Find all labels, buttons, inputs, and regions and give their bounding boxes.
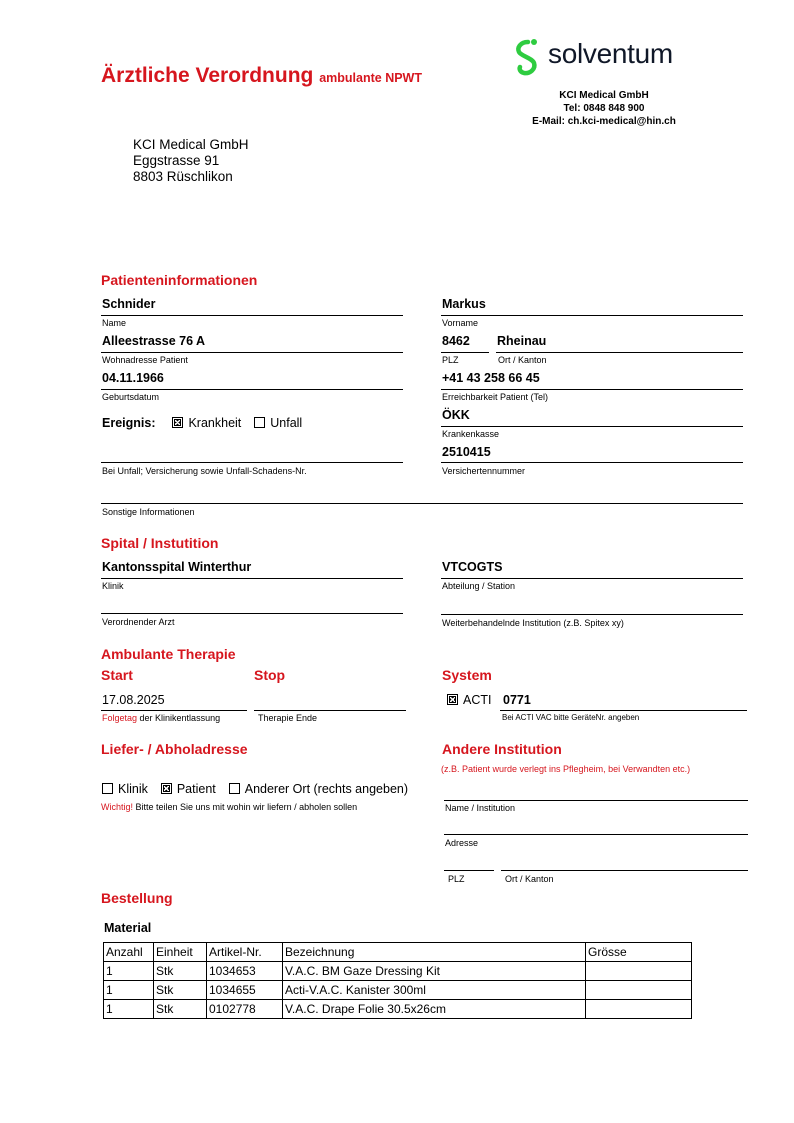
liefer-klinik: Klinik [118, 782, 148, 796]
spital-abteilung-label: Abteilung / Station [442, 581, 516, 591]
cell-einheit: Stk [154, 962, 207, 981]
empty-box-icon[interactable] [229, 783, 240, 794]
patient-plz-value[interactable]: 8462 [442, 334, 470, 348]
liefer-wichtig [101, 802, 357, 812]
patient-vorname-label: Vorname [442, 318, 479, 328]
checked-box-icon[interactable] [447, 694, 458, 705]
divider [500, 710, 747, 711]
divider [441, 352, 489, 353]
company-email: E-Mail: ch.kci-medical@hin.ch [532, 116, 676, 127]
cell-anzahl: 1 [104, 962, 154, 981]
andere-hint: (z.B. Patient wurde verlegt ins Pflegheim, bei Verwandten etc.) [441, 764, 691, 774]
form-title: Ärztliche Verordnung ambulante NPWT [101, 64, 422, 87]
cell-bezeichnung: V.A.C. BM Gaze Dressing Kit [283, 962, 586, 981]
table-row[interactable] [104, 962, 692, 981]
empty-box-icon[interactable] [254, 417, 265, 428]
ereignis-krankheit: Krankheit [188, 416, 242, 430]
therapie-folgetag [102, 713, 220, 723]
ereignis-unfall: Unfall [270, 416, 303, 430]
patient-tel-value[interactable]: +41 43 258 66 45 [442, 371, 540, 385]
divider [444, 834, 748, 835]
col-bezeichnung: Bezeichnung [283, 943, 586, 962]
therapie-start-value[interactable]: 17.08.2025 [102, 693, 165, 707]
patient-name-value[interactable]: Schnider [102, 297, 156, 311]
checked-box-icon[interactable] [172, 417, 183, 428]
col-einheit: Einheit [154, 943, 207, 962]
cell-groesse [586, 962, 692, 981]
ereignis-label: Ereignis: [102, 416, 156, 430]
cell-anzahl: 1 [104, 1000, 154, 1019]
divider [444, 800, 748, 801]
section-patient: Patienteninformationen [101, 272, 258, 288]
divider [441, 462, 743, 463]
patient-ort-label: Ort / Kanton [498, 355, 547, 365]
patient-address-label: Wohnadresse Patient [102, 355, 188, 365]
checked-box-icon[interactable] [161, 783, 172, 794]
table-header-row [104, 943, 692, 962]
divider [501, 870, 748, 871]
recipient-name: KCI Medical GmbH [133, 137, 249, 152]
patient-address-value[interactable]: Alleestrasse 76 A [102, 334, 206, 348]
divider [441, 426, 743, 427]
system-acti-opt: ACTI [463, 693, 492, 707]
cell-einheit: Stk [154, 1000, 207, 1019]
wichtig-red: Wichtig! [101, 802, 134, 812]
section-liefer: Liefer- / Abholadresse [101, 741, 248, 757]
recipient-city: 8803 Rüschlikon [133, 169, 233, 184]
material-label: Material [104, 921, 152, 935]
system-hint: Bei ACTI VAC bitte GeräteNr. angeben [502, 713, 640, 722]
divider [101, 389, 403, 390]
cell-bezeichnung: Acti-V.A.C. Kanister 300ml [283, 981, 586, 1000]
wichtig-text: Bitte teilen Sie uns mit wohin wir liefern / abholen sollen [133, 802, 358, 812]
divider [101, 578, 403, 579]
section-spital: Spital / Instutition [101, 535, 219, 551]
cell-artikel: 0102778 [207, 1000, 283, 1019]
divider [101, 352, 403, 353]
cell-anzahl: 1 [104, 981, 154, 1000]
divider [101, 462, 403, 463]
divider [444, 870, 494, 871]
divider [441, 389, 743, 390]
section-andere: Andere Institution [442, 741, 562, 757]
system-acti-row [447, 693, 491, 707]
patient-vorname-value[interactable]: Markus [442, 297, 486, 311]
company-name: KCI Medical GmbH [559, 90, 649, 101]
col-anzahl: Anzahl [104, 943, 154, 962]
cell-groesse [586, 1000, 692, 1019]
logo-mark-icon [512, 36, 546, 80]
andere-plz-label: PLZ [448, 874, 465, 884]
divider [441, 315, 743, 316]
divider [441, 614, 743, 615]
liefer-anderer: Anderer Ort (rechts angeben) [244, 782, 409, 796]
logo-text: solventum [548, 38, 673, 69]
recipient-address [133, 137, 249, 185]
empty-box-icon[interactable] [102, 783, 113, 794]
divider [101, 613, 403, 614]
spital-arzt-label: Verordnender Arzt [102, 617, 175, 627]
company-contact [512, 89, 696, 128]
divider [101, 710, 247, 711]
patient-vers-label: Versichertennummer [442, 466, 526, 476]
therapie-system-label: System [442, 667, 492, 683]
system-geraete-value[interactable]: 0771 [503, 693, 531, 707]
spital-klinik-label: Klinik [102, 581, 124, 591]
cell-groesse [586, 981, 692, 1000]
spital-klinik-value[interactable]: Kantonsspital Winterthur [102, 560, 252, 574]
patient-kasse-value[interactable]: ÖKK [442, 408, 470, 422]
patient-unfall-label: Bei Unfall; Versicherung sowie Unfall-Schadens-Nr. [102, 466, 307, 476]
folgetag-red: Folgetag [102, 713, 138, 723]
spital-weiter-label: Weiterbehandelnde Institution (z.B. Spitex xy) [442, 618, 624, 628]
section-therapie: Ambulante Therapie [101, 646, 236, 662]
col-groesse: Grösse [586, 943, 692, 962]
andere-adresse-label: Adresse [445, 838, 479, 848]
divider [101, 503, 743, 504]
table-row[interactable] [104, 1000, 692, 1019]
form-subtitle: ambulante NPWT [319, 71, 422, 85]
ereignis-row [102, 416, 302, 430]
patient-plz-label: PLZ [442, 355, 459, 365]
therapie-stop-label: Stop [254, 667, 286, 683]
patient-ort-value[interactable]: Rheinau [497, 334, 547, 348]
andere-ort-label: Ort / Kanton [505, 874, 554, 884]
andere-name-label: Name / Institution [445, 803, 516, 813]
section-bestellung: Bestellung [101, 890, 173, 906]
recipient-street: Eggstrasse 91 [133, 153, 220, 168]
cell-einheit: Stk [154, 981, 207, 1000]
patient-vers-value[interactable]: 2510415 [442, 445, 491, 459]
divider [254, 710, 406, 711]
divider [441, 578, 743, 579]
patient-sonstige-label: Sonstige Informationen [102, 507, 195, 517]
liefer-patient: Patient [176, 782, 216, 796]
patient-birth-label: Geburtsdatum [102, 392, 160, 402]
cell-artikel: 1034653 [207, 962, 283, 981]
spital-abteilung-value[interactable]: VTCOGTS [442, 560, 503, 574]
divider [496, 352, 743, 353]
patient-tel-label: Erreichbarkeit Patient (Tel) [442, 392, 549, 402]
patient-name-label: Name [102, 318, 127, 328]
patient-kasse-label: Krankenkasse [442, 429, 500, 439]
cell-bezeichnung: V.A.C. Drape Folie 30.5x26cm [283, 1000, 586, 1019]
folgetag-rest: der Klinikentlassung [137, 713, 221, 723]
material-table [103, 942, 692, 1019]
table-row[interactable] [104, 981, 692, 1000]
patient-birth-value[interactable]: 04.11.1966 [102, 371, 164, 385]
therapie-ende-label: Therapie Ende [258, 713, 318, 723]
liefer-options [102, 782, 408, 796]
col-artikel: Artikel-Nr. [207, 943, 283, 962]
solventum-logo [512, 36, 673, 85]
company-tel: Tel: 0848 848 900 [563, 103, 645, 114]
therapie-start-label: Start [101, 667, 133, 683]
divider [101, 315, 403, 316]
cell-artikel: 1034655 [207, 981, 283, 1000]
